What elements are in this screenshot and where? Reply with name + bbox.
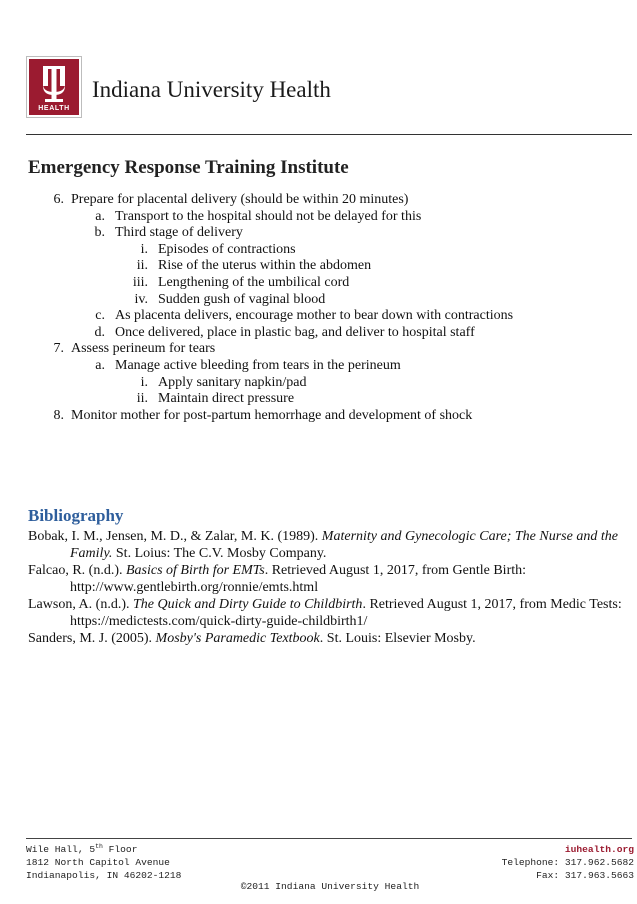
outline-text: Transport to the hospital should not be delayed for this <box>115 208 422 224</box>
address-ordinal: th <box>95 843 103 850</box>
outline-text: Manage active bleeding from tears in the perineum <box>115 357 401 373</box>
telephone: Telephone: 317.962.5682 <box>501 857 634 868</box>
outline-item <box>0 341 637 358</box>
bibliography-entry <box>28 528 622 562</box>
citation-title: Mosby's Paramedic Textbook <box>155 631 320 646</box>
outline-marker: ii. <box>136 391 148 407</box>
outline-text: Once delivered, place in plastic bag, and deliver to hospital staff <box>115 324 475 340</box>
logo-wordmark: HEALTH <box>38 105 70 112</box>
outline-item <box>0 308 637 325</box>
outline-item <box>0 358 637 375</box>
trident-icon <box>29 59 79 115</box>
bibliography-entry <box>28 630 622 647</box>
outline-text: Assess perineum for tears <box>71 341 216 357</box>
citation-title: Maternity and Gynecologic Care; The Nurse and the Family. <box>70 529 618 561</box>
citation-title: The Quick and Dirty Guide to Childbirth <box>133 597 363 612</box>
procedure-outline <box>0 192 637 424</box>
outline-text: Sudden gush of vaginal blood <box>158 291 326 307</box>
outline-item <box>0 275 637 292</box>
outline-marker: i. <box>140 374 148 390</box>
outline-item <box>0 391 637 408</box>
outline-text: Apply sanitary napkin/pad <box>158 374 307 390</box>
outline-text: Maintain direct pressure <box>158 391 295 407</box>
citation-authors: Bobak, I. M., Jensen, M. D., & Zalar, M. K. (1989). <box>28 529 322 544</box>
citation-source: . St. Louis: Elsevier Mosby. <box>319 631 476 646</box>
outline-item <box>0 225 637 242</box>
footer-divider <box>26 838 632 839</box>
fax: Fax: 317.963.5663 <box>536 870 634 881</box>
section-title: Emergency Response Training Institute <box>28 157 349 178</box>
citation-authors: Sanders, M. J. (2005). <box>28 631 156 646</box>
outline-text: Monitor mother for post-partum hemorrhage and development of shock <box>71 407 473 423</box>
outline-item <box>0 258 637 275</box>
citation-source: St. Loius: The C.V. Mosby Company. <box>112 546 327 561</box>
outline-marker: i. <box>140 241 148 257</box>
outline-marker: d. <box>94 324 105 340</box>
bibliography-heading: Bibliography <box>28 506 124 525</box>
outline-marker: iii. <box>132 274 148 290</box>
citation-title: Basics of Birth for EMTs <box>125 563 265 578</box>
iu-health-logo <box>26 56 82 118</box>
address-line-2: 1812 North Capitol Avenue <box>26 857 170 868</box>
outline-text: Third stage of delivery <box>115 225 243 241</box>
outline-marker: ii. <box>136 258 148 274</box>
outline-marker: 6. <box>53 192 64 207</box>
outline-item <box>0 292 637 309</box>
outline-marker: b. <box>94 225 105 241</box>
copyright: ©2011 Indiana University Health <box>240 881 420 892</box>
outline-marker: a. <box>95 357 105 373</box>
outline-item <box>0 242 637 259</box>
citation-authors: Falcao, R. (n.d.). <box>28 563 126 578</box>
website-link[interactable]: iuhealth.org <box>564 844 634 855</box>
organization-name: Indiana University Health <box>92 77 331 102</box>
bibliography-entry <box>28 562 622 596</box>
outline-marker: 8. <box>53 407 64 423</box>
outline-marker: a. <box>95 208 105 224</box>
outline-item <box>0 375 637 392</box>
outline-item <box>0 325 637 342</box>
citation-source: . Retrieved August 1, 2017, from Gentle Birth: http://www.gentlebirth.org/ronnie/emts.html <box>70 563 527 595</box>
footer-contact <box>502 843 634 882</box>
outline-marker: 7. <box>53 341 64 357</box>
bibliography-entry <box>28 596 622 630</box>
outline-item <box>0 408 637 425</box>
citation-authors: Lawson, A. (n.d.). <box>28 597 133 612</box>
address-line-1-floor: Floor <box>102 844 138 855</box>
outline-text: Lengthening of the umbilical cord <box>158 274 350 290</box>
outline-text: As placenta delivers, encourage mother to bear down with contractions <box>115 308 514 324</box>
address-line-1: Wile Hall, 5 <box>26 844 96 855</box>
address-line-3: Indianapolis, IN 46202-1218 <box>26 870 182 881</box>
outline-item <box>0 209 637 226</box>
outline-text: Episodes of contractions <box>158 241 296 257</box>
outline-item <box>0 192 637 209</box>
outline-marker: iv. <box>134 291 148 307</box>
header-divider <box>26 134 632 135</box>
outline-text: Prepare for placental delivery (should be within 20 minutes) <box>71 192 409 207</box>
outline-marker: c. <box>95 308 105 324</box>
bibliography-list <box>28 528 622 647</box>
outline-text: Rise of the uterus within the abdomen <box>158 258 372 274</box>
citation-source: . Retrieved August 1, 2017, from Medic Tests: https://medictests.com/quick-dirty-guide-childbirth1/ <box>70 597 622 629</box>
footer-address <box>26 843 181 882</box>
